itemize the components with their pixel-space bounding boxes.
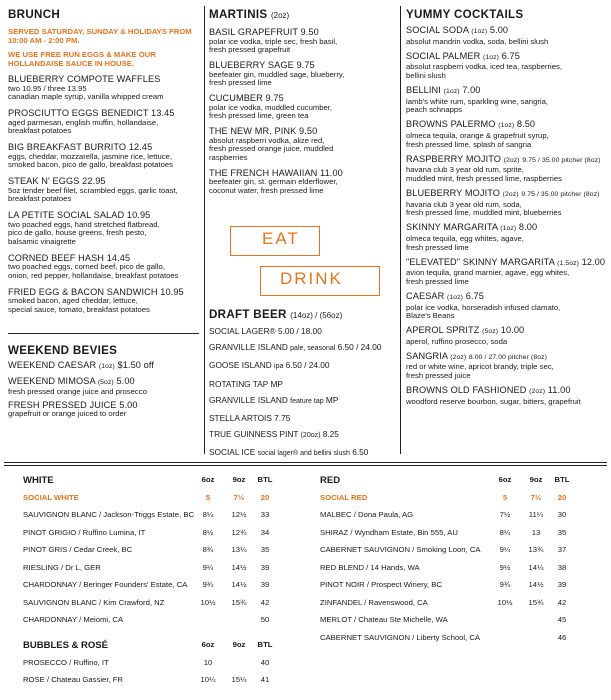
- red-wine-row: [320, 545, 590, 563]
- cocktail-item-description: olmeca tequila, orange & grapefruit syrup, fresh pressed lime, splash of sangria: [406, 131, 549, 149]
- cocktail-item-name: "ELEVATED" SKINNY MARGARITA (1.5oz) 12.00: [406, 256, 606, 267]
- bubbles-wine-price: 10¼: [200, 675, 216, 684]
- red-wine-wine-name: CABERNET SAUVIGNON / Liberty School, CA: [320, 632, 481, 642]
- brunch-item: [8, 142, 203, 170]
- cocktail-item-description: woodford reserve bourbon, sugar, bitters, grapefruit: [406, 396, 581, 406]
- white-wine-price: 20: [260, 492, 270, 502]
- brunch-item-description: two 10.95 / three 13.95 canadian maple syrup, vanilla whipped cream: [8, 83, 164, 102]
- martini-item-description: absolut raspberri vodka, alize red, fresh pressed orange juice, muddled raspberries: [209, 135, 334, 162]
- white-wine-wine-name: SOCIAL WHITE: [23, 492, 79, 502]
- cocktail-item: [406, 351, 608, 381]
- cocktail-item-name: BROWNS PALERMO (1oz) 8.50: [406, 119, 536, 130]
- cocktail-item-description: avion tequila, grand marnier, agave, egg whites, fresh pressed lime: [406, 268, 570, 286]
- cocktail-item: [406, 119, 608, 149]
- beer-title: DRAFT BEER (14oz) / (56oz): [209, 308, 343, 321]
- cocktail-item-description: havana club 3 year old rum, sprite, muddled mint, fresh pressed lime, raspberries: [406, 165, 562, 184]
- cocktail-item: [406, 51, 608, 81]
- red-wine-price: 9½: [499, 562, 511, 572]
- martinis-column: [209, 8, 403, 196]
- bubbles-wine-row: [23, 675, 293, 693]
- bubbles-wine-col-header: 6oz: [201, 640, 215, 649]
- white-wine-price: 33: [260, 510, 270, 519]
- white-wine-feature-row: [23, 493, 293, 511]
- red-wine-wine-name: MALBEC / Dona Paula, AG: [320, 510, 414, 519]
- cocktail-item-description: lamb's white rum, sparkling wine, sangria, peach schnapps: [406, 96, 549, 115]
- bubbles-wine-price: 40: [260, 657, 270, 667]
- red-wine-col-header: 6oz: [498, 475, 512, 484]
- white-wine-wine-name: PINOT GRIS / Cedar Creek, BC: [23, 545, 133, 554]
- red-wine-price: 38: [557, 562, 567, 572]
- red-wine-wine-name: ZINFANDEL / Ravenswood, CA: [320, 597, 428, 607]
- martinis-list: [209, 27, 403, 196]
- white-wine-price: 34: [260, 527, 270, 537]
- cocktail-item-description: red or white wine, apricot brandy, triple sec, fresh pressed juice: [406, 362, 554, 381]
- white-wine-col-header: 9oz: [232, 475, 246, 484]
- brunch-item-description: smoked bacon, aged cheddar, lettuce, special sauce, tomato, breakfast potatoes: [8, 296, 150, 314]
- white-wine-header-row: [23, 475, 293, 493]
- cocktail-item-description: absolut raspberri vodka, iced tea, raspberries, bellini slush: [406, 62, 562, 81]
- white-wine-price: 50: [260, 615, 270, 624]
- bevie-item-description: grapefruit or orange juiced to order: [8, 409, 127, 419]
- red-wine-col-header: BTL: [554, 475, 570, 484]
- bevie-item: [8, 400, 203, 419]
- cocktails-list: [406, 25, 608, 406]
- brunch-item: [8, 176, 203, 204]
- white-wine-wine-name: CHARDONNAY / Meiomi, CA: [23, 615, 124, 624]
- white-wine-price: 5: [205, 492, 211, 502]
- bubbles-wine-title: BUBBLES & ROSÉ: [23, 640, 108, 651]
- beer-item: SOCIAL LAGER® 5.00 / 18.00: [209, 326, 322, 336]
- brunch-item-description: 5oz tender beef filet, scrambled eggs, garlic toast, breakfast potatoes: [8, 185, 178, 204]
- cocktail-item-description: olmeca tequila, egg whites, agave, fresh pressed lime: [406, 233, 524, 252]
- cocktail-item-description: absolut mandrin vodka, soda, bellini slush: [406, 36, 549, 46]
- cocktail-item-name: BLUEBERRY MOJITO (2oz) 9.75 / 35.00 pitcher (8oz): [406, 188, 600, 199]
- white-wine-wine-name: RIESLING / Dr L, GER: [23, 562, 101, 572]
- martini-item-description: beefeater gin, st. germain elderflower, coconut water, fresh pressed lime: [209, 177, 338, 195]
- bubbles-wine-col-header: 9oz: [232, 640, 246, 649]
- brunch-item-name: FRIED EGG & BACON SANDWICH 10.95: [8, 286, 184, 297]
- red-wine-price: 9¾: [499, 580, 511, 589]
- martini-item-description: polar ice vodka, triple sec, fresh basil, fresh pressed grapefruit: [209, 36, 338, 55]
- red-wine-col-header: 9oz: [529, 475, 543, 484]
- white-wine-price: 35: [260, 545, 270, 554]
- white-wine-row: [23, 580, 293, 598]
- drink-sign-label: DRINK: [280, 269, 343, 288]
- white-wine-col-header: BTL: [257, 475, 273, 484]
- beer-column: [209, 308, 403, 466]
- bubbles-wine-price: 10: [203, 657, 213, 667]
- brunch-eggs-notice: WE USE FREE RUN EGGS & MAKE OUR HOLLANDAISE SAUCE IN HOUSE.: [8, 50, 156, 68]
- cocktail-item-name: SKINNY MARGARITA (1oz) 8.00: [406, 222, 538, 233]
- red-wine-price: 7½: [499, 510, 511, 519]
- bevies-column: [8, 344, 203, 419]
- white-wine-row: [23, 563, 293, 581]
- white-wine-wine-name: SAUVIGNON BLANC / Jackson-Triggs Estate, BC: [23, 510, 195, 519]
- martini-item-name: BASIL GRAPEFRUIT 9.50: [209, 27, 319, 37]
- red-wine-price: 37: [557, 545, 567, 554]
- brunch-item-name: STEAK N' EGGS 22.95: [8, 176, 106, 186]
- bubbles-wine-price: 15¼: [231, 675, 247, 684]
- brunch-item-description: eggs, cheddar, mozzarella, jasmine rice, lettuce, smoked bacon, pico de gallo, breakfast potatoes: [8, 151, 173, 170]
- white-wine-row: [23, 615, 293, 633]
- red-wine-wine-name: PINOT NOIR / Prospect Winery, BC: [320, 580, 442, 589]
- white-wine-price: 8¾: [202, 545, 214, 554]
- red-wine-row: [320, 528, 590, 546]
- red-wine-wine-name: SHIRAZ / Wyndham Estate, Bin 555, AU: [320, 527, 458, 537]
- eat-sign-label: EAT: [262, 229, 300, 248]
- cocktail-item-name: BROWNS OLD FASHIONED (2oz) 11.00: [406, 385, 571, 396]
- martini-item-name: THE FRENCH HAWAIIAN 11.00: [209, 167, 343, 178]
- white-wine-price: 9¼: [202, 562, 214, 572]
- bevie-item: [8, 360, 203, 373]
- bevie-item: [8, 376, 203, 397]
- bubbles-wine-wine-name: PROSECCO / Ruffino, IT: [23, 657, 109, 667]
- red-wine-price: 9¼: [499, 545, 511, 554]
- cocktail-item: [406, 291, 608, 321]
- brunch-item: [8, 210, 203, 247]
- white-wine-price: 42: [260, 597, 270, 607]
- cocktail-item: [406, 85, 608, 115]
- red-wine-wine-name: MERLOT / Chateau Ste Michelle, WA: [320, 615, 448, 624]
- white-wine-price: 7½: [233, 492, 245, 502]
- martini-item-name: CUCUMBER 9.75: [209, 93, 284, 103]
- red-wine-price: 5: [502, 492, 508, 502]
- beer-item: SOCIAL ICE social lager® and bellini slush 6.50: [209, 447, 369, 458]
- red-wine-row: [320, 598, 590, 616]
- brunch-item-name: BIG BREAKFAST BURRITO 12.45: [8, 142, 153, 152]
- cocktail-item: [406, 188, 608, 218]
- beer-item: ROTATING TAP MP: [209, 378, 283, 389]
- brunch-hours-notice: SERVED SATURDAY, SUNDAY & HOLIDAYS FROM 10:00 AM - 2:00 PM.: [8, 27, 192, 45]
- red-wine-price: 10½: [497, 597, 513, 607]
- bubbles-wine-header-row: [23, 640, 293, 658]
- red-wine-price: 45: [557, 615, 567, 624]
- brunch-item-description: two poached eggs, hand stretched flatbread, pico de gallo, house greens, fresh pesto, balsamic vinaigrette: [8, 219, 160, 246]
- red-wine-title: RED: [320, 475, 341, 486]
- martinis-title: MARTINIS (2oz): [209, 8, 290, 21]
- bubbles-wine-col-header: BTL: [257, 640, 273, 649]
- martini-item-description: beefeater gin, muddled sage, blueberry, fresh pressed lime: [209, 69, 345, 88]
- martini-item-name: BLUEBERRY SAGE 9.75: [209, 60, 315, 70]
- bevies-list: [8, 360, 203, 419]
- brunch-item-name: CORNED BEEF HASH 14.45: [8, 252, 131, 263]
- bubbles-wine-row: [23, 658, 293, 676]
- red-wine-price: 7½: [530, 492, 542, 502]
- red-wine-header-row: [320, 475, 590, 493]
- red-wine-price: 20: [557, 492, 567, 502]
- brunch-item: [8, 108, 203, 136]
- beer-list: [209, 326, 403, 459]
- martini-item-description: polar ice vodka, muddled cucumber, fresh pressed lime, green tea: [209, 102, 333, 121]
- red-wine-price: 13¾: [528, 545, 544, 554]
- red-wine-row: [320, 563, 590, 581]
- cocktail-item: [406, 154, 608, 184]
- red-wine-row: [320, 510, 590, 528]
- bubbles-wine-table: [23, 640, 293, 693]
- white-wine-wine-name: PINOT GRIGIO / Ruffino Lumina, IT: [23, 527, 146, 537]
- martini-item: [209, 60, 403, 88]
- brunch-item-description: two poached eggs, corned beef, pico de gallo, onion, red pepper, hollandaise, breakfast potatoes: [8, 262, 179, 280]
- cocktail-item-description: polar ice vodka, horseradish infused clamato, Blaze's Beans: [406, 302, 561, 321]
- cocktail-item-name: SOCIAL PALMER (1oz) 6.75: [406, 50, 520, 61]
- brunch-list: [8, 74, 203, 315]
- brunch-item-name: PROSCIUTTO EGGS BENEDICT 13.45: [8, 108, 175, 118]
- beer-item: GRANVILLE ISLAND feature tap MP: [209, 394, 339, 405]
- cocktail-item-description: havana club 3 year old rum, soda, fresh pressed lime, muddled mint, blueberries: [406, 199, 562, 218]
- cocktail-item-name: SANGRIA (2oz) 8.00 / 27.00 pitcher (8oz): [406, 350, 548, 361]
- white-wine-price: 15¾: [231, 597, 247, 607]
- white-wine-wine-name: SAUVIGNON BLANC / Kim Crawford, NZ: [23, 597, 165, 607]
- white-wine-price: 39: [260, 580, 270, 589]
- red-wine-price: 14¼: [528, 562, 544, 572]
- beer-item: GOOSE ISLAND ipa 6.50 / 24.00: [209, 360, 330, 371]
- white-wine-wine-name: CHARDONNAY / Beringer Founders' Estate, CA: [23, 580, 188, 589]
- red-wine-price: 15¾: [528, 597, 544, 607]
- brunch-item-name: LA PETITE SOCIAL SALAD 10.95: [8, 210, 151, 220]
- brunch-item-name: BLUEBERRY COMPOTE WAFFLES: [8, 74, 161, 84]
- white-wine-row: [23, 545, 293, 563]
- red-wine-price: 42: [557, 597, 567, 607]
- cocktail-item-name: RASPBERRY MOJITO (2oz) 9.75 / 35.00 pitcher (8oz): [406, 153, 601, 164]
- cocktail-item: [406, 257, 608, 287]
- cocktail-item-name: CAESAR (1oz) 6.75: [406, 290, 484, 301]
- martini-item: [209, 126, 403, 163]
- red-wine-price: 8¼: [499, 527, 511, 537]
- beer-item: TRUE GUINNESS PINT (20oz) 8.25: [209, 429, 339, 440]
- cocktail-item: [406, 222, 608, 252]
- red-wine-price: 13: [531, 527, 541, 537]
- white-wine-price: 13¼: [231, 545, 247, 554]
- bevie-item-name: WEEKEND CAESAR (1oz) $1.50 off: [8, 360, 154, 370]
- bevie-item-name: WEEKEND MIMOSA (5oz) 5.00: [8, 375, 135, 386]
- white-wine-price: 12¾: [231, 527, 247, 537]
- martini-item: [209, 93, 403, 121]
- cocktail-item-name: APEROL SPRITZ (5oz) 10.00: [406, 325, 525, 336]
- brunch-item: [8, 74, 203, 102]
- bubbles-wine-wine-name: ROSE / Chateau Gassier, FR: [23, 675, 123, 684]
- red-wine-wine-name: CABERNET SAUVIGNON / Smoking Loon, CA: [320, 545, 481, 554]
- cocktail-item-name: SOCIAL SODA (1oz) 5.00: [406, 25, 509, 36]
- bevie-item-name: FRESH PRESSED JUICE 5.00: [8, 399, 138, 410]
- martini-item-name: THE NEW MR. PINK 9.50: [209, 126, 318, 136]
- red-wine-price: 39: [557, 580, 567, 589]
- white-wine-price: 14½: [231, 580, 247, 589]
- cocktails-title: YUMMY COCKTAILS: [406, 8, 524, 21]
- column-divider-left: [204, 6, 205, 454]
- red-wine-row: [320, 615, 590, 633]
- red-wine-row: [320, 580, 590, 598]
- cocktails-column: [406, 8, 608, 406]
- red-wine-table: [320, 475, 590, 650]
- red-wine-price: 14½: [528, 580, 544, 589]
- white-wine-row: [23, 510, 293, 528]
- red-wine-price: 30: [557, 510, 567, 519]
- red-wine-price: 35: [557, 527, 567, 537]
- cocktail-item-name: BELLINI (1oz) 7.00: [406, 85, 481, 96]
- brunch-item-description: aged parmesan, english muffin, hollandaise, breakfast potatoes: [8, 117, 159, 136]
- white-wine-price: 14½: [231, 562, 247, 572]
- white-wine-row: [23, 598, 293, 616]
- brunch-divider: [8, 333, 199, 334]
- white-wine-price: 8¼: [202, 510, 214, 519]
- brunch-title: BRUNCH: [8, 8, 61, 21]
- bevies-title: WEEKEND BEVIES: [8, 344, 118, 357]
- cocktail-item-description: aperol, ruffino prosecco, soda: [406, 336, 508, 346]
- white-wine-price: 10½: [200, 597, 216, 607]
- brunch-item: [8, 287, 203, 315]
- white-wine-title: WHITE: [23, 475, 54, 486]
- cocktail-item: [406, 25, 608, 46]
- white-wine-price: 39: [260, 562, 270, 572]
- martini-item: [209, 27, 403, 55]
- white-wine-table: [23, 475, 293, 633]
- cocktail-item: [406, 385, 608, 406]
- red-wine-price: 46: [557, 632, 567, 642]
- brunch-item: [8, 253, 203, 281]
- bevie-item-description: fresh pressed orange juice and prosecco: [8, 387, 147, 397]
- red-wine-wine-name: SOCIAL RED: [320, 492, 368, 502]
- beer-item: GRANVILLE ISLAND pale, seasonal 6.50 / 24.00: [209, 342, 382, 353]
- bubbles-wine-price: 41: [260, 675, 270, 684]
- red-wine-feature-row: [320, 493, 590, 511]
- white-wine-price: 9¾: [202, 580, 214, 589]
- white-wine-row: [23, 528, 293, 546]
- red-wine-wine-name: RED BLEND / 14 Hands, WA: [320, 562, 420, 572]
- cocktail-item: [406, 325, 608, 346]
- white-wine-price: 12½: [231, 510, 247, 519]
- white-wine-price: 8½: [202, 527, 214, 537]
- beer-item: STELLA ARTOIS 7.75: [209, 412, 291, 423]
- white-wine-col-header: 6oz: [201, 475, 215, 484]
- red-wine-price: 11¼: [528, 510, 544, 519]
- red-wine-row: [320, 633, 590, 651]
- martini-item: [209, 168, 403, 196]
- brunch-column: [8, 8, 203, 315]
